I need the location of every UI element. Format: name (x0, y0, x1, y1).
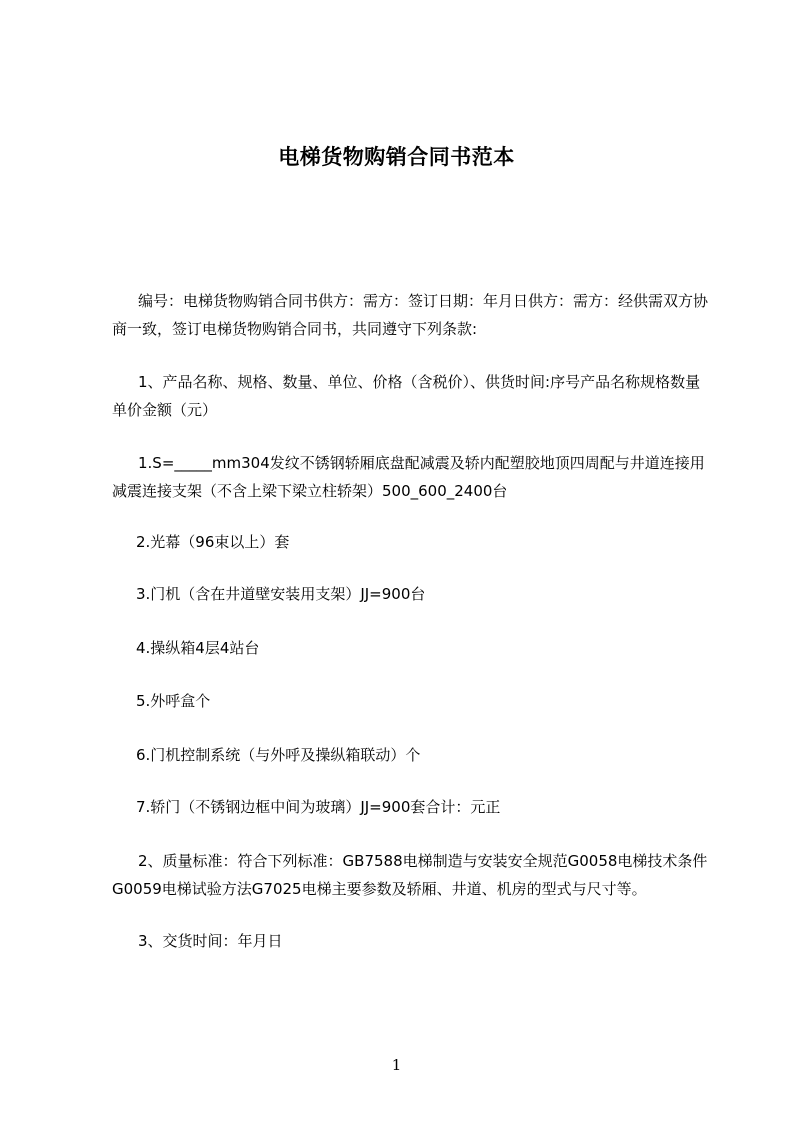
item-5: 5.外呼盒个 (136, 692, 211, 710)
clause-2-text: 2、质量标准：符合下列标准：GB7588电梯制造与安装安全规范G0058电梯技术条件G0059电梯试验方法G7025电梯主要参数及轿厢、井道、机房的型式与尺寸等。 (112, 852, 708, 898)
item-2: 2.光幕（96束以上）套 (136, 533, 290, 551)
clause-2-paragraph (112, 847, 712, 903)
clause-1-paragraph (112, 368, 712, 424)
page-number: 1 (391, 1056, 402, 1074)
clause-3-text: 3、交货时间：年月日 (138, 932, 283, 950)
clause-3-paragraph (112, 927, 712, 955)
item-3: 3.门机（含在井道壁安装用支架）JJ=900台 (136, 585, 426, 603)
item-6: 6.门机控制系统（与外呼及操纵箱联动）个 (136, 746, 421, 764)
item-1-paragraph (112, 449, 712, 505)
clause-1-text: 1、产品名称、规格、数量、单位、价格（含税价）、供货时间:序号产品名称规格数量单价金额（元） (112, 373, 701, 419)
item-1-text: 1.S=_____mm304发纹不锈钢轿厢底盘配减震及轿内配塑胶地顶四周配与井道连接用减震连接支架（不含上梁下梁立柱轿架）500_600_2400台 (112, 454, 705, 500)
intro-text: 编号：电梯货物购销合同书供方：需方：签订日期：年月日供方：需方：经供需双方协商一致，签订电梯货物购销合同书，共同遵守下列条款: (112, 292, 709, 338)
intro-paragraph (112, 287, 712, 343)
item-4: 4.操纵箱4层4站台 (136, 639, 260, 657)
document-title: 电梯货物购销合同书范本 (278, 145, 515, 169)
item-7: 7.轿门（不锈钢边框中间为玻璃）JJ=900套合计：元正 (136, 798, 501, 816)
